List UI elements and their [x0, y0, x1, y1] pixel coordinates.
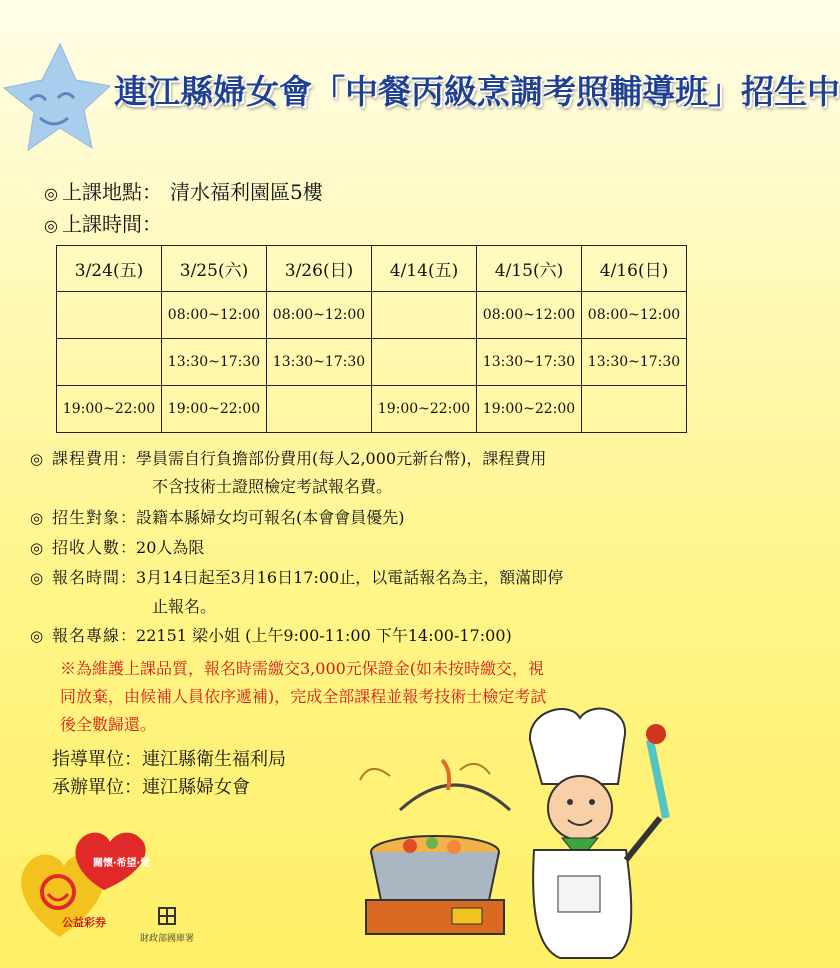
heart-slogan: 關懷‧希望‧愛	[93, 858, 150, 869]
host-line: 承辦單位：連江縣婦女會	[52, 777, 250, 798]
deposit-note-line3: 後全數歸還。	[60, 715, 157, 734]
circle-bullet-icon: ◎	[30, 450, 44, 468]
treasury-name: 財政部國庫署	[140, 934, 195, 944]
location-label: 上課地點	[61, 180, 142, 204]
time-cell: 13:30~17:30	[582, 339, 687, 386]
smiling-star-icon	[0, 42, 112, 160]
hotline-line: ◎ 報名專線：22151 梁小姐 (上午9:00-11:00 下午14:00-17:00)	[30, 626, 512, 645]
deposit-note-line2: 同放棄，由候補人員依序遞補)，完成全部課程並報考技術士檢定考試	[60, 687, 547, 706]
treasury-emblem-icon	[156, 905, 178, 927]
deposit-note-line1: ※為維護上課品質，報名時需繳交3,000元保證金(如未按時繳交，視	[60, 659, 545, 678]
circle-bullet-icon: ◎	[30, 627, 44, 645]
quota-label: 招收人數	[52, 538, 121, 557]
morning-row	[57, 292, 687, 339]
period-text-line1: 3月14日起至3月16日17:00止，以電話報名為主，額滿即停	[136, 568, 564, 587]
time-cell: 08:00~12:00	[267, 292, 372, 339]
time-cell	[57, 292, 162, 339]
quota-line: ◎ 招收人數：20人為限	[30, 538, 205, 557]
circle-bullet-icon: ◎	[30, 539, 44, 557]
time-cell	[372, 339, 477, 386]
period-text-line2: 止報名。	[152, 597, 217, 616]
evening-row	[57, 386, 687, 433]
advisor-line: 指導單位：連江縣衛生福利局	[52, 749, 286, 770]
quota-value: 20人為限	[136, 538, 205, 557]
target-line: ◎ 招生對象：設籍本縣婦女均可報名(本會會員優先)	[30, 508, 405, 527]
date-cell: 4/14(五)	[372, 246, 477, 292]
time-cell	[582, 386, 687, 433]
advisor-label: 指導單位	[52, 749, 124, 770]
location-value: 清水福利園區5樓	[169, 180, 323, 204]
treasury-logo	[140, 905, 194, 944]
host-value: 連江縣婦女會	[142, 777, 250, 798]
location-line: ◎ 上課地點： 清水福利園區5樓	[44, 180, 323, 204]
fee-text-line1: 學員需自行負擔部份費用(每人2,000元新台幣)，課程費用	[136, 449, 547, 468]
date-cell: 4/15(六)	[477, 246, 582, 292]
cooking-pot-illustration-icon	[340, 740, 510, 940]
period-line: ◎ 報名時間：3月14日起至3月16日17:00止，以電話報名為主，額滿即停	[30, 568, 564, 587]
target-label: 招生對象	[52, 508, 121, 527]
time-cell	[57, 339, 162, 386]
time-cell	[372, 292, 477, 339]
date-cell: 3/24(五)	[57, 246, 162, 292]
date-cell: 4/16(日)	[582, 246, 687, 292]
circle-bullet-icon: ◎	[44, 216, 58, 235]
time-label: 上課時間	[61, 212, 142, 236]
date-cell: 3/26(日)	[267, 246, 372, 292]
chef-illustration-icon	[500, 700, 700, 965]
time-cell	[267, 386, 372, 433]
target-value: 設籍本縣婦女均可報名(本會會員優先)	[136, 508, 405, 527]
fee-label: 課程費用	[52, 449, 121, 468]
hotline-value: 22151 梁小姐 (上午9:00-11:00 下午14:00-17:00)	[136, 626, 512, 645]
time-heading: ◎ 上課時間：	[44, 212, 162, 236]
host-label: 承辦單位	[52, 777, 124, 798]
circle-bullet-icon: ◎	[30, 569, 44, 587]
time-cell: 13:30~17:30	[267, 339, 372, 386]
time-cell: 13:30~17:30	[477, 339, 582, 386]
time-cell: 08:00~12:00	[477, 292, 582, 339]
fee-text-line2: 不含技術士證照檢定考試報名費。	[152, 477, 393, 496]
time-cell: 19:00~22:00	[162, 386, 267, 433]
time-cell: 19:00~22:00	[57, 386, 162, 433]
schedule-table	[56, 245, 687, 433]
advisor-value: 連江縣衛生福利局	[142, 749, 286, 770]
date-cell: 3/25(六)	[162, 246, 267, 292]
afternoon-row	[57, 339, 687, 386]
time-cell: 19:00~22:00	[477, 386, 582, 433]
period-label: 報名時間	[52, 568, 121, 587]
fee-line: ◎ 課程費用：學員需自行負擔部份費用(每人2,000元新台幣)，課程費用	[30, 449, 547, 468]
time-cell: 08:00~12:00	[582, 292, 687, 339]
time-cell: 13:30~17:30	[162, 339, 267, 386]
lottery-label: 公益彩券	[62, 916, 106, 929]
circle-bullet-icon: ◎	[44, 184, 58, 203]
time-cell: 08:00~12:00	[162, 292, 267, 339]
circle-bullet-icon: ◎	[30, 509, 44, 527]
page-title: 連江縣婦女會「中餐丙級烹調考照輔導班」招生中	[114, 72, 840, 111]
schedule-header-row	[57, 246, 687, 292]
time-cell: 19:00~22:00	[372, 386, 477, 433]
hotline-label: 報名專線	[52, 626, 121, 645]
